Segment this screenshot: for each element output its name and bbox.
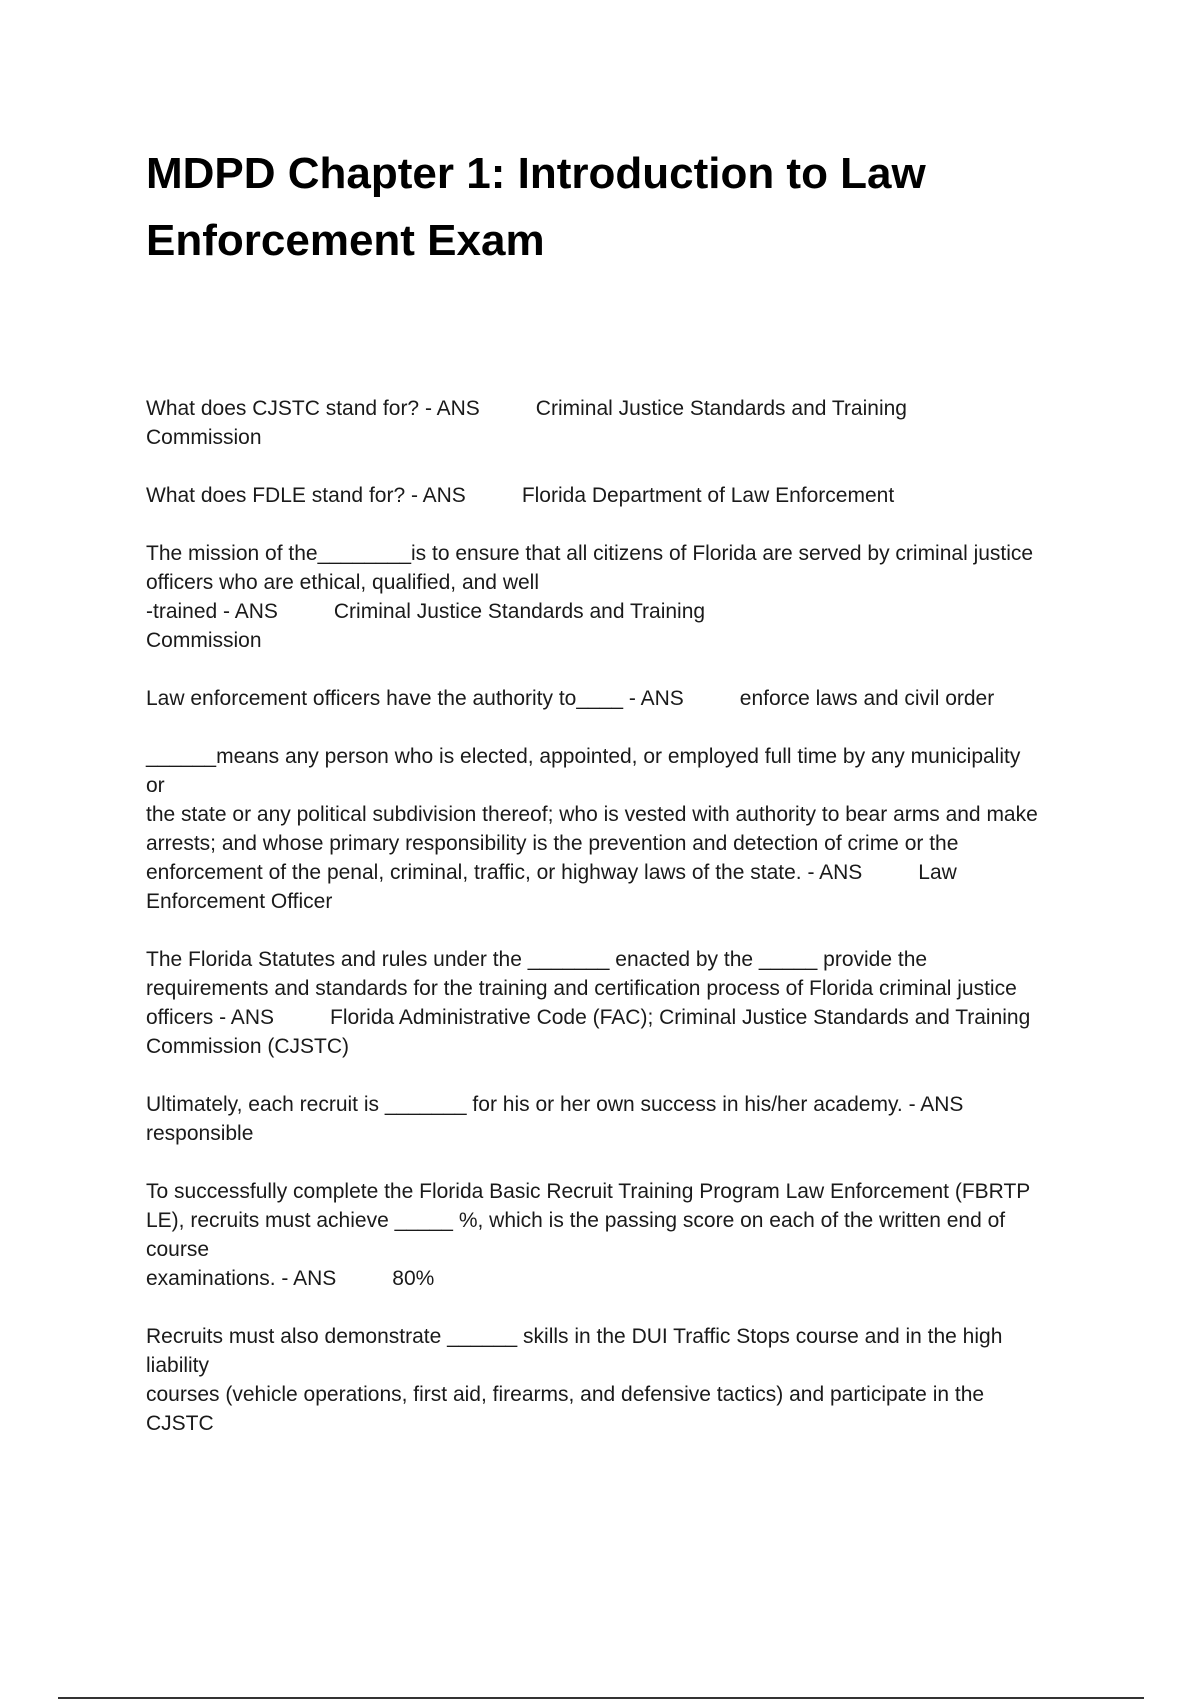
qa-line [146, 1351, 1096, 1380]
answer-text: Criminal Justice Standards and Training [333, 600, 706, 623]
qa-item [146, 481, 1096, 510]
line-text: Commission [146, 426, 262, 449]
line-text: To successfully complete the Florida Basic Recruit Training Program Law Enforcement (FBRTP [146, 1180, 1031, 1203]
qa-line [146, 684, 1096, 713]
qa-line [146, 1177, 1096, 1206]
answer-text: enforce laws and civil order [739, 687, 995, 710]
line-text: officers - ANS [146, 1006, 274, 1029]
line-text: course [146, 1238, 210, 1261]
line-text: ______means any person who is elected, appointed, or employed full time by any municipality [146, 745, 1021, 768]
qa-line [146, 1206, 1096, 1235]
qa-line [146, 394, 1096, 423]
line-text: requirements and standards for the training and certification process of Florida criminal justice [146, 977, 1017, 1000]
qa-line [146, 858, 1096, 887]
line-text: officers who are ethical, qualified, and well [146, 571, 540, 594]
qa-line [146, 597, 1096, 626]
qa-line [146, 1264, 1096, 1293]
qa-line [146, 481, 1096, 510]
qa-item [146, 684, 1096, 713]
qa-line [146, 887, 1096, 916]
line-text: liability [146, 1354, 210, 1377]
qa-item [146, 1322, 1096, 1438]
qa-line [146, 800, 1096, 829]
line-text: or [146, 774, 165, 797]
qa-item [146, 742, 1096, 916]
line-text: -trained - ANS [146, 600, 278, 623]
qa-line [146, 568, 1096, 597]
line-text: CJSTC [146, 1412, 214, 1435]
line-text: Enforcement Officer [146, 890, 333, 913]
answer-text: 80% [392, 1267, 435, 1290]
qa-line [146, 771, 1096, 800]
qa-line [146, 1119, 1096, 1148]
answer-text: Florida Department of Law Enforcement [521, 484, 895, 507]
qa-line [146, 423, 1096, 452]
qa-line [146, 1235, 1096, 1264]
title-line: MDPD Chapter 1: Introduction to Law [146, 149, 926, 198]
line-text: examinations. - ANS [146, 1267, 337, 1290]
qa-line [146, 1032, 1096, 1061]
qa-line [146, 539, 1096, 568]
line-text: arrests; and whose primary responsibility is the prevention and detection of crime or the [146, 832, 959, 855]
page-title [146, 140, 1046, 274]
qa-line [146, 945, 1096, 974]
line-text: responsible [146, 1122, 254, 1145]
line-text: the state or any political subdivision thereof; who is vested with authority to bear arms and make [146, 803, 1038, 826]
qa-item [146, 394, 1096, 452]
qa-line [146, 1003, 1096, 1032]
answer-text: Florida Administrative Code (FAC); Criminal Justice Standards and Training [330, 1006, 1031, 1029]
line-text: The Florida Statutes and rules under the _______ enacted by the _____ provide the [146, 948, 928, 971]
line-text: Commission (CJSTC) [146, 1035, 350, 1058]
answer-text: Criminal Justice Standards and Training [535, 397, 907, 420]
qa-line [146, 1322, 1096, 1351]
qa-line [146, 974, 1096, 1003]
qa-item [146, 1090, 1096, 1148]
line-text: What does FDLE stand for? - ANS [146, 484, 466, 507]
qa-item [146, 1177, 1096, 1293]
line-text: What does CJSTC stand for? - ANS [146, 397, 480, 420]
page-bottom-rule [58, 1697, 1144, 1699]
line-text: Commission [146, 629, 262, 652]
qa-line [146, 1380, 1096, 1409]
line-text: LE), recruits must achieve _____ %, which is the passing score on each of the written end of [146, 1209, 1006, 1232]
qa-item [146, 539, 1096, 655]
question-answer-list [146, 394, 1096, 1467]
qa-line [146, 626, 1096, 655]
line-text: Law enforcement officers have the authority to____ - ANS [146, 687, 684, 710]
line-text: The mission of the________is to ensure that all citizens of Florida are served by criminal justice [146, 542, 1034, 565]
qa-item [146, 945, 1096, 1061]
qa-line [146, 742, 1096, 771]
line-text: Recruits must also demonstrate ______ skills in the DUI Traffic Stops course and in the high [146, 1325, 1003, 1348]
line-text: enforcement of the penal, criminal, traffic, or highway laws of the state. - ANS [146, 861, 863, 884]
qa-line [146, 829, 1096, 858]
line-text: courses (vehicle operations, first aid, firearms, and defensive tactics) and participate in the [146, 1383, 985, 1406]
qa-line [146, 1090, 1096, 1119]
title-line: Enforcement Exam [146, 216, 545, 265]
answer-text: Law [918, 861, 957, 884]
line-text: Ultimately, each recruit is _______ for his or her own success in his/her academy. - ANS [146, 1093, 964, 1116]
qa-line [146, 1409, 1096, 1438]
